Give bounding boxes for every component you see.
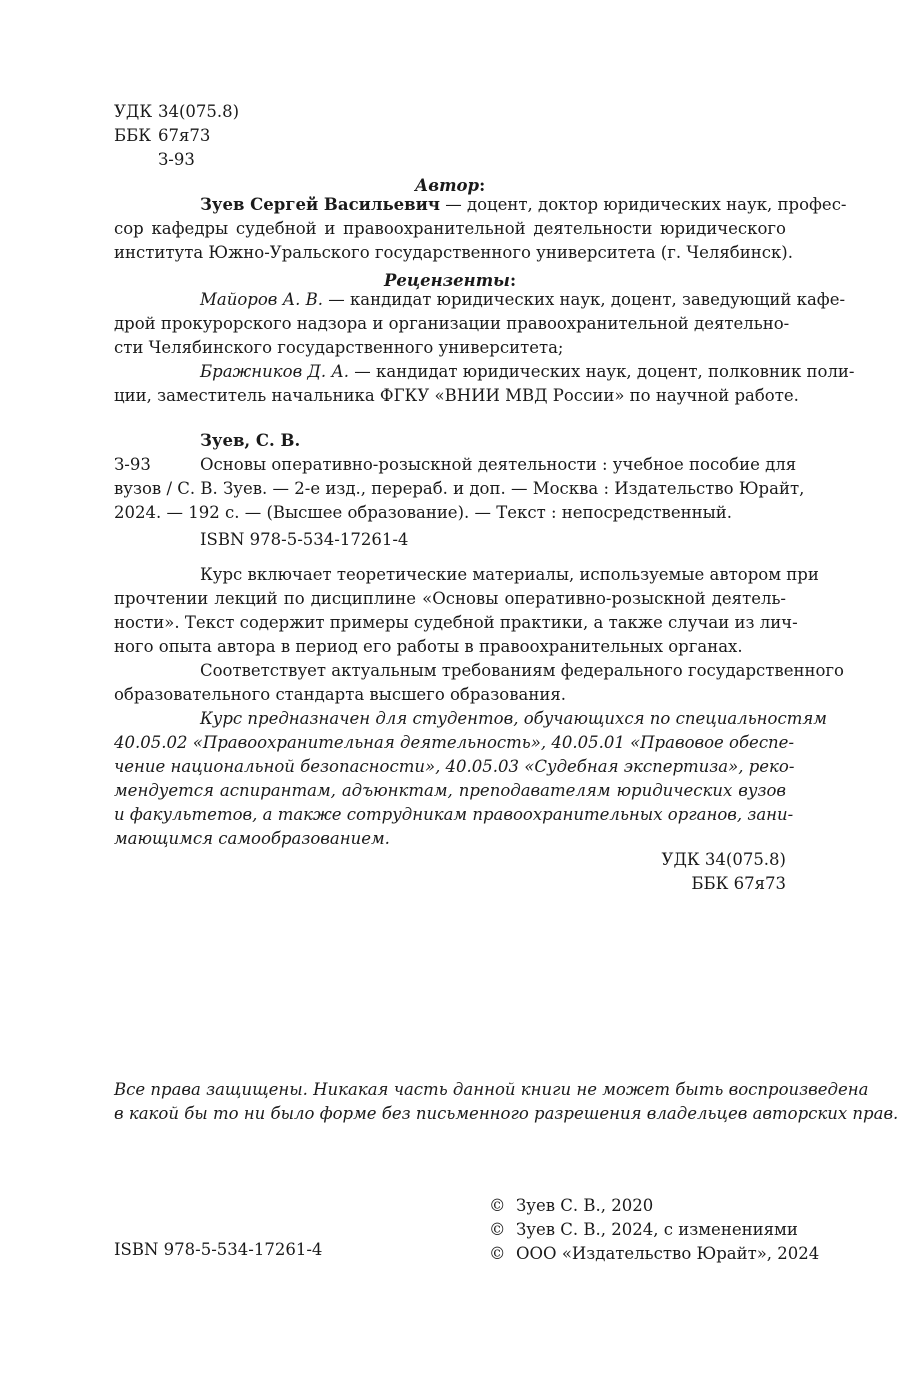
- annotation-p3-line-2: 40.05.02 «Правоохранительная деятельность», 40.05.01 «Правовое обеспе-: [114, 733, 795, 752]
- author-line-3: института Южно-Уральского государственного университета (г. Челябинск).: [114, 243, 793, 262]
- copyright-3: [489, 1242, 819, 1266]
- copyright-symbol-icon: ©: [489, 1244, 506, 1263]
- annotation-p2-line-2: образовательного стандарта высшего образования.: [114, 685, 566, 704]
- biblio-description: [114, 453, 805, 525]
- copyright-symbol-icon: ©: [489, 1196, 506, 1215]
- reviewer-1-name: Майоров А. В.: [200, 290, 323, 309]
- reviewer-1-line-1-rest: — кандидат юридических наук, доцент, заведующий кафе-: [323, 290, 846, 309]
- reviewer-1-line-1: [114, 288, 846, 312]
- author-heading-word: Автор: [414, 176, 480, 195]
- copyright-3-text: ООО «Издательство Юрайт», 2024: [516, 1244, 820, 1263]
- rights-line-1: Все права защищены. Никакая часть данной книги не может быть воспроизведена: [114, 1080, 869, 1099]
- author-description: [114, 193, 847, 265]
- copyright-2-text: Зуев С. В., 2024, с изменениями: [516, 1220, 798, 1239]
- annotation-p1-line-4: ного опыта автора в период его работы в правоохранительных органах.: [114, 637, 743, 656]
- copyright-1: [489, 1194, 819, 1218]
- udk-value: 34(075.8): [158, 102, 240, 121]
- reviewers-heading-colon: :: [509, 271, 517, 290]
- biblio-author-mark: З-93: [114, 455, 151, 474]
- reviewer-1-line-3: сти Челябинского государственного университета;: [114, 338, 564, 357]
- annotation-p2-line-1: Соответствует актуальным требованиям федерального государственного: [200, 661, 844, 680]
- rights-notice: [114, 1078, 899, 1126]
- udk-row: [114, 100, 314, 124]
- footer-isbn: ISBN 978-5-534-17261-4: [114, 1240, 323, 1259]
- bbk-right: ББК 67я73: [691, 874, 786, 893]
- annotation-p1-line-2: прочтении лекций по дисциплине «Основы оперативно-розыскной деятель-: [114, 589, 786, 608]
- annotation-p3-line-1: Курс предназначен для студентов, обучающихся по специальностям: [200, 709, 827, 728]
- reviewer-2-line-1-rest: — кандидат юридических наук, доцент, полковник поли-: [349, 362, 855, 381]
- reviewer-2-line-1: [114, 360, 855, 384]
- annotation-p3-line-6: мающимся самообразованием.: [114, 829, 390, 848]
- classification-right: [662, 848, 786, 896]
- author-line-1-rest: — доцент, доктор юридических наук, профес-: [439, 195, 847, 214]
- biblio-line-3: 2024. — 192 с. — (Высшее образование). — Текст : непосредственный.: [114, 503, 732, 522]
- author-heading-colon: :: [479, 176, 486, 195]
- rights-line-2: в какой бы то ни было форме без письменного разрешения владельцев авторских прав.: [114, 1104, 899, 1123]
- copyright-2: [489, 1218, 819, 1242]
- biblio-author: Зуев, С. В.: [200, 431, 301, 450]
- udk-right: УДК 34(075.8): [661, 850, 786, 869]
- reviewer-1-line-2: дрой прокурорского надзора и организации правоохранительной деятельно-: [114, 314, 790, 333]
- annotation: [114, 563, 844, 851]
- annotation-p3-line-3: чение национальной безопасности», 40.05.03 «Судебная экспертиза», реко-: [114, 757, 795, 776]
- bbk-value: 67я73: [158, 126, 211, 145]
- classification-block: [114, 100, 314, 172]
- author-line-2: сор кафедры судебной и правоохранительной деятельности юридического: [114, 219, 786, 238]
- bbk-row: [114, 124, 314, 148]
- author-line-1: [114, 193, 847, 217]
- copyright-1-text: Зуев С. В., 2020: [516, 1196, 654, 1215]
- author-mark-top: З-93: [158, 150, 195, 169]
- annotation-p3-line-5: и факультетов, а также сотрудникам правоохранительных органов, зани-: [114, 805, 794, 824]
- reviewers-list: [114, 288, 855, 408]
- biblio-line-2: вузов / С. В. Зуев. — 2-е изд., перераб. и доп. — Москва : Издательство Юрайт,: [114, 479, 805, 498]
- biblio-line-1: Основы оперативно-розыскной деятельности : учебное пособие для: [200, 455, 797, 474]
- annotation-p1-line-1: Курс включает теоретические материалы, используемые автором при: [200, 565, 819, 584]
- reviewers-heading-word: Рецензенты: [383, 271, 510, 290]
- annotation-p3-line-4: мендуется аспирантам, адъюнктам, преподавателям юридических вузов: [114, 781, 786, 800]
- reviewer-2-line-2: ции, заместитель начальника ФГКУ «ВНИИ МВД России» по научной работе.: [114, 386, 799, 405]
- copyright-block: [489, 1194, 819, 1266]
- udk-label: УДК: [114, 102, 153, 121]
- annotation-p1-line-3: ности». Текст содержит примеры судебной практики, а также случаи из лич-: [114, 613, 798, 632]
- biblio-isbn: ISBN 978-5-534-17261-4: [200, 530, 409, 549]
- author-name: Зуев Сергей Васильевич: [200, 195, 440, 214]
- reviewer-2-name: Бражников Д. А.: [200, 362, 350, 381]
- bbk-label: ББК: [114, 126, 152, 145]
- copyright-symbol-icon: ©: [489, 1220, 506, 1239]
